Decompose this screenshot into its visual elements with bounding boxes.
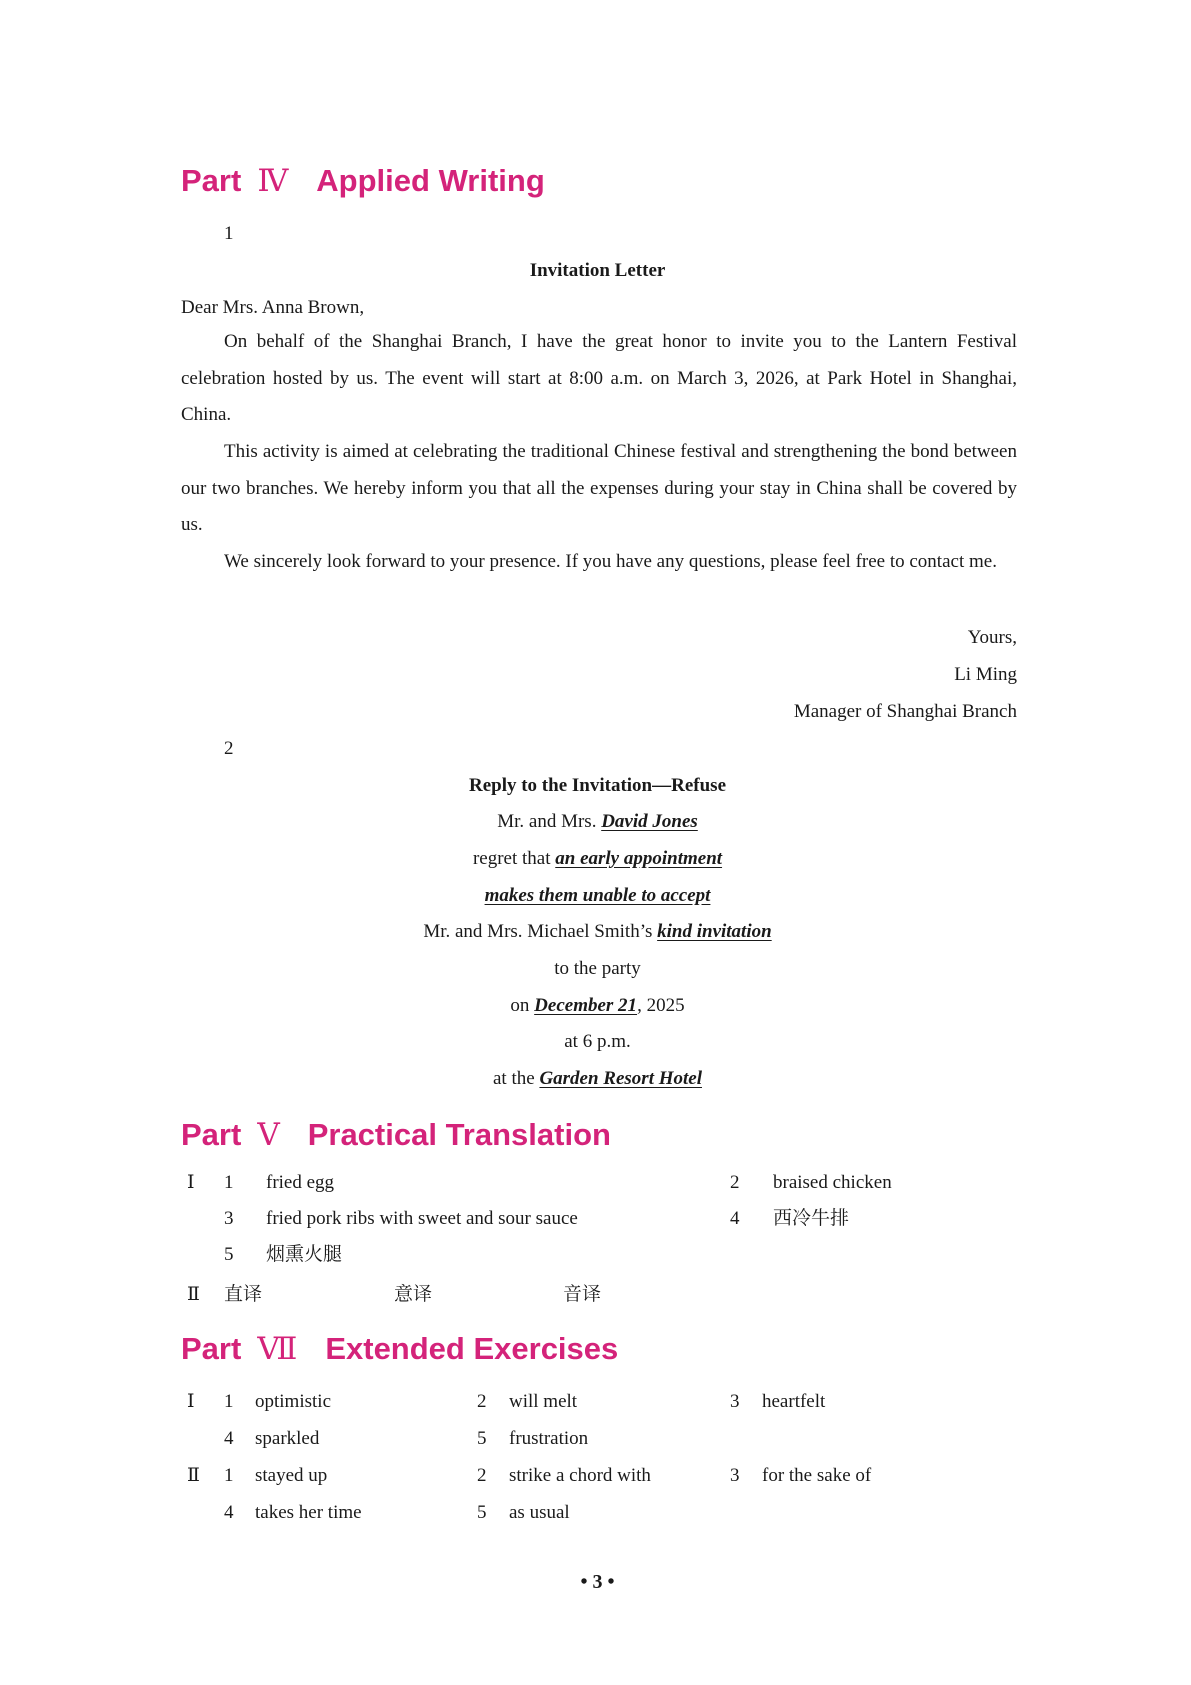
- answer-text: 西冷牛排: [773, 1208, 850, 1229]
- letter-salutation: Dear Mrs. Anna Brown,: [181, 297, 365, 318]
- letter-paragraph: On behalf of the Shanghai Branch, I have the great honor to invite you to the Lantern Festival celebration hosted by us. The event will start at 8:00 a.m. on March 3, 2026, at Park Hotel in Shanghai, China.: [181, 331, 1017, 426]
- letter-paragraph: This activity is aimed at celebrating the traditional Chinese festival and strengthening the bond between our two branches. We hereby inform you that all the expenses during your stay in China shall be covered by us.: [181, 441, 1017, 536]
- reply-line: to the party: [554, 958, 641, 979]
- answer-number: 2: [730, 1172, 740, 1193]
- reply-line: on December 21, 2025: [510, 995, 685, 1016]
- part-label: Part: [181, 1331, 242, 1366]
- answer-number: 4: [224, 1428, 234, 1449]
- part-title: Extended Exercises: [325, 1331, 619, 1366]
- answer-text: frustration: [509, 1428, 589, 1449]
- answer-text: 烟熏火腿: [266, 1244, 343, 1265]
- item-number: 1: [224, 223, 234, 244]
- part-roman-numeral: Ⅶ: [257, 1331, 298, 1366]
- reply-title: Reply to the Invitation—Refuse: [468, 775, 727, 796]
- part-label: Part: [181, 1117, 242, 1152]
- blank-answer: December 21: [534, 995, 638, 1016]
- part-7-heading: [181, 1331, 618, 1367]
- blank-answer: makes them unable to accept: [484, 885, 711, 906]
- reply-line: at 6 p.m.: [564, 1031, 631, 1052]
- letter-signature: Li Ming: [954, 664, 1017, 685]
- part-title: Applied Writing: [316, 163, 545, 198]
- answer-text: 音译: [563, 1284, 602, 1305]
- blank-answer: kind invitation: [657, 921, 772, 942]
- answer-text: fried pork ribs with sweet and sour sauce: [266, 1208, 578, 1229]
- reply-line: [0, 886, 1191, 905]
- answer-number: 5: [224, 1244, 234, 1265]
- answer-text: as usual: [509, 1502, 570, 1523]
- answer-text: will melt: [509, 1391, 578, 1412]
- answer-number: 1: [224, 1391, 234, 1412]
- answer-text: strike a chord with: [509, 1465, 651, 1486]
- answer-number: 3: [730, 1391, 740, 1412]
- answer-text: fried egg: [266, 1172, 335, 1193]
- answer-number: 5: [477, 1428, 487, 1449]
- part-4-heading: [181, 163, 545, 199]
- section-roman: Ⅱ: [187, 1465, 200, 1486]
- part-5-heading: [181, 1117, 611, 1153]
- letter-position: Manager of Shanghai Branch: [793, 701, 1017, 722]
- answer-number: 1: [224, 1172, 234, 1193]
- section-roman: Ⅰ: [187, 1172, 195, 1193]
- answer-text: takes her time: [255, 1502, 362, 1523]
- page-number: • 3 •: [580, 1571, 615, 1593]
- answer-text: 意译: [394, 1284, 433, 1305]
- part-label: Part: [181, 163, 242, 198]
- blank-answer: an early appointment: [555, 848, 723, 869]
- answer-number: 2: [477, 1391, 487, 1412]
- part-roman-numeral: Ⅳ: [257, 163, 289, 198]
- answer-text: for the sake of: [762, 1465, 872, 1486]
- letter-closing: Yours,: [967, 627, 1017, 648]
- answer-number: 4: [224, 1502, 234, 1523]
- reply-line: regret that an early appointment: [472, 848, 723, 869]
- answer-number: 4: [730, 1208, 740, 1229]
- reply-line: Mr. and Mrs. David Jones: [497, 811, 698, 832]
- answer-number: 5: [477, 1502, 487, 1523]
- answer-number: 1: [224, 1465, 234, 1486]
- letter-title: Invitation Letter: [529, 260, 666, 281]
- answer-number: 3: [224, 1208, 234, 1229]
- answer-text: optimistic: [255, 1391, 331, 1412]
- reply-line: Mr. and Mrs. Michael Smith’s kind invitation: [423, 921, 772, 942]
- answer-text: braised chicken: [773, 1172, 892, 1193]
- blank-answer: Garden Resort Hotel: [539, 1068, 702, 1089]
- answer-text: heartfelt: [762, 1391, 826, 1412]
- answer-text: stayed up: [255, 1465, 328, 1486]
- answer-text: sparkled: [255, 1428, 320, 1449]
- part-title: Practical Translation: [307, 1117, 611, 1152]
- reply-line: at the Garden Resort Hotel: [493, 1068, 702, 1089]
- part-roman-numeral: Ⅴ: [257, 1117, 280, 1152]
- letter-paragraph: We sincerely look forward to your presence. If you have any questions, please feel free to contact me.: [224, 551, 997, 572]
- blank-answer: David Jones: [601, 811, 698, 832]
- section-roman: Ⅰ: [187, 1391, 195, 1412]
- answer-number: 3: [730, 1465, 740, 1486]
- answer-text: 直译: [224, 1284, 263, 1305]
- answer-number: 2: [477, 1465, 487, 1486]
- item-number: 2: [224, 738, 234, 759]
- section-roman: Ⅱ: [187, 1284, 200, 1305]
